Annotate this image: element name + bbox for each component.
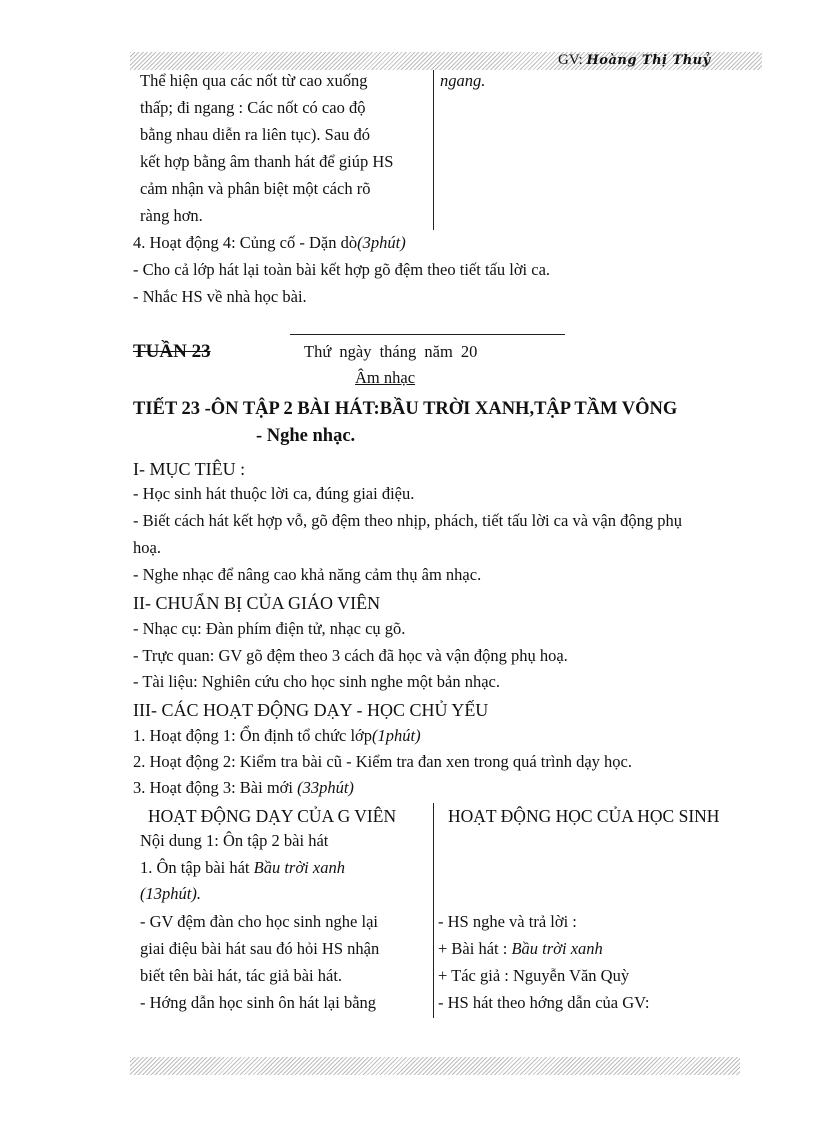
review-prefix: 1. Ôn tập bài hát (140, 858, 254, 877)
student-row-4: - HS hát theo hớng dẫn của GV: (438, 993, 650, 1012)
activity1-line (133, 726, 421, 746)
content1-line: Nội dung 1: Ôn tập 2 bài hát (140, 831, 329, 850)
teacher-row-4: - Hớng dẫn học sinh ôn hát lại bằng (140, 993, 377, 1012)
top-table-right-column (440, 67, 485, 94)
top-table-left-line: cảm nhận và phân biệt một cách rõ (140, 179, 371, 198)
activity2-line: 2. Hoạt động 2: Kiểm tra bài cũ - Kiểm tra đan xen trong quá trình dạy học. (133, 752, 632, 771)
objective-1: - Học sinh hát thuộc lời ca, đúng giai điệu. (133, 484, 415, 503)
activity1-text: 1. Hoạt động 1: Ổn định tổ chức lớp (133, 726, 373, 745)
section-separator (290, 334, 565, 335)
activity4-line-2: - Nhắc HS về nhà học bài. (133, 287, 307, 306)
preparation-1: - Nhạc cụ: Đàn phím điện tử, nhạc cụ gõ. (133, 619, 406, 638)
activity4-time: (3phút) (357, 233, 406, 252)
activities-heading: III- CÁC HOẠT ĐỘNG DẠY - HỌC CHỦ YẾU (133, 700, 489, 720)
student-row-3: + Tác giả : Nguyễn Văn Quỳ (438, 966, 630, 985)
top-table-left-line: ràng hơn. (140, 206, 203, 225)
top-table-left-line: thấp; đi ngang : Các nốt có cao độ (140, 98, 366, 117)
student-row-2-song: Bầu trời xanh (511, 939, 603, 958)
top-table-left-line: Thể hiện qua các nốt từ cao xuống (140, 71, 368, 90)
student-column-header: HOẠT ĐỘNG HỌC CỦA HỌC SINH (448, 806, 720, 826)
objective-3: - Nghe nhạc để nâng cao khả năng cảm thụ âm nhạc. (133, 565, 482, 584)
top-table-divider (433, 70, 434, 230)
week-label: TUẦN 23 (133, 341, 211, 362)
review-time: (13phút). (140, 884, 201, 903)
preparation-2: - Trực quan: GV gõ đệm theo 3 cách đã học và vận động phụ hoạ. (133, 646, 568, 665)
activity3-line (133, 778, 354, 798)
student-row-1: - HS nghe và trả lời : (438, 912, 577, 931)
lesson-title-line1: TIẾT 23 -ÔN TẬP 2 BÀI HÁT:BẦU TRỜI XANH,TẬP TẦM VÔNG (133, 399, 678, 419)
activity1-time: (1phút) (372, 726, 421, 745)
student-row-2 (438, 939, 603, 959)
objective-2: - Biết cách hát kết hợp vỗ, gõ đệm theo nhịp, phách, tiết tấu lời ca và vận động phụ (133, 511, 682, 530)
activity4-title-text: 4. Hoạt động 4: Củng cố - Dặn dò (133, 233, 358, 252)
preparation-heading: II- CHUẨN BỊ CỦA GIÁO VIÊN (133, 593, 381, 613)
teacher-label (558, 52, 711, 69)
activity4-line-1: - Cho cả lớp hát lại toàn bài kết hợp gõ đệm theo tiết tấu lời ca. (133, 260, 551, 279)
activity3-time: (33phút) (297, 778, 354, 797)
review-song: Bầu trời xanh (253, 858, 345, 877)
lesson-title-line2: - Nghe nhạc. (256, 426, 356, 446)
preparation-3: - Tài liệu: Nghiên cứu cho học sinh nghe một bản nhạc. (133, 672, 500, 691)
footer-band (130, 1057, 740, 1075)
top-table-left-column (140, 67, 393, 229)
gv-prefix: GV: (558, 52, 583, 68)
student-row-2-prefix: + Bài hát : (438, 939, 512, 958)
top-table-left-line: bằng nhau diễn ra liên tục). Sau đó (140, 125, 371, 144)
review-song-line (140, 858, 345, 878)
teacher-name: Hoàng Thị Thuỷ (586, 53, 711, 68)
objective-2-cont: hoạ. (133, 538, 161, 557)
bottom-table-divider (433, 803, 434, 1018)
top-table-right-text: ngang. (440, 71, 486, 90)
date-line: Thứ ngày tháng năm 20 (304, 342, 478, 361)
activity3-text: 3. Hoạt động 3: Bài mới (133, 778, 293, 797)
teacher-column-header: HOẠT ĐỘNG DẠY CỦA G VIÊN (148, 806, 397, 826)
subject-label: Âm nhạc (355, 368, 416, 387)
objectives-heading: I- MỤC TIÊU : (133, 459, 246, 479)
teacher-row-2: giai điệu bài hát sau đó hỏi HS nhận (140, 939, 380, 958)
teacher-row-3: biết tên bài hát, tác giả bài hát. (140, 966, 343, 985)
teacher-row-1: - GV đệm đàn cho học sinh nghe lại (140, 912, 378, 931)
activity4-title (133, 233, 406, 253)
top-table-left-line: kết hợp bằng âm thanh hát để giúp HS (140, 152, 394, 171)
